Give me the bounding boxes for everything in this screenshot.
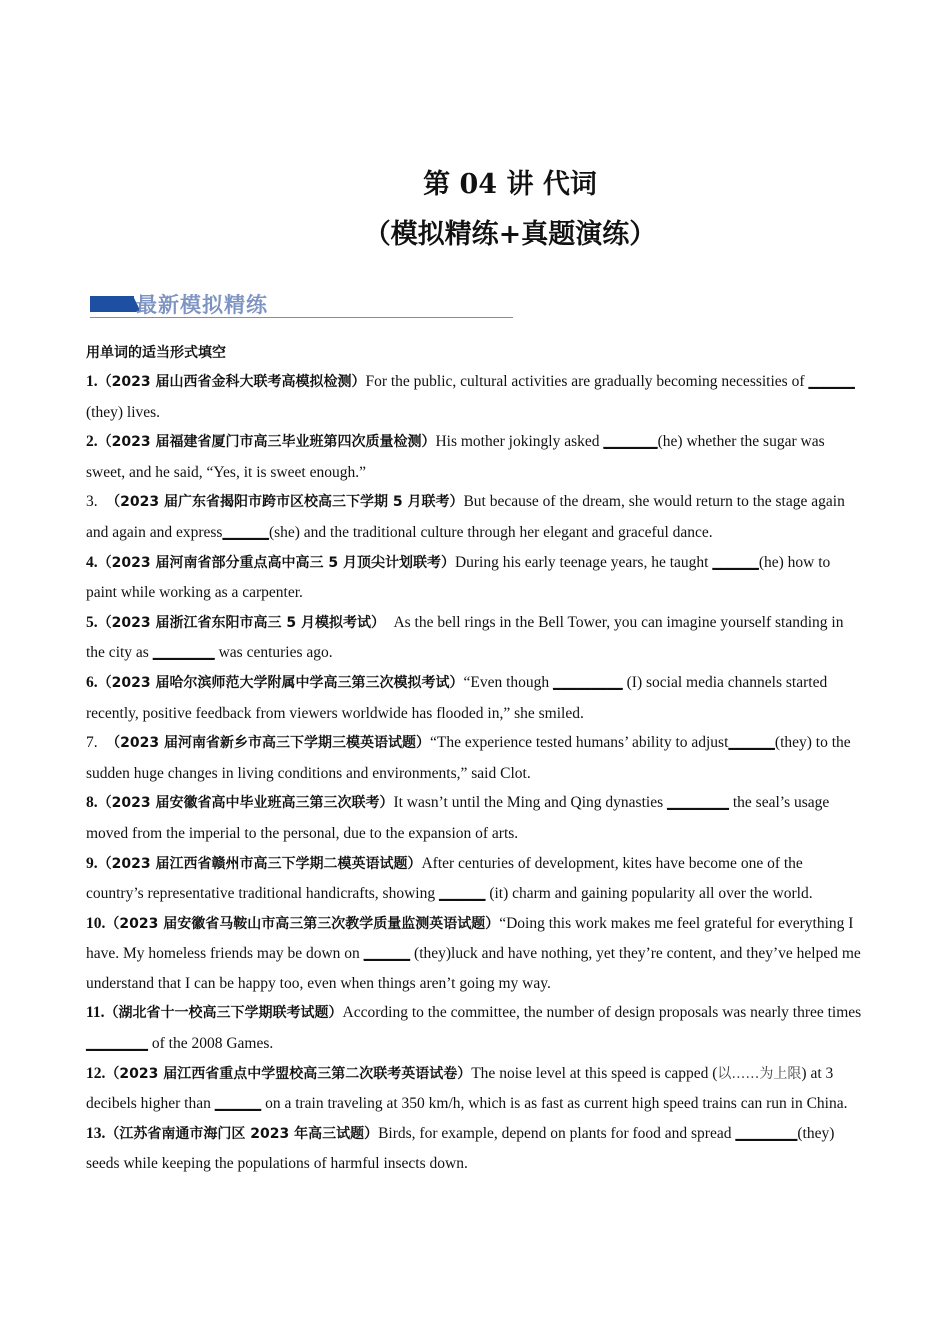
question-text: (she) and the traditional culture through her elegant and graceful dance. bbox=[268, 523, 713, 541]
question-number: 13. bbox=[86, 1124, 106, 1142]
question-number: 1. bbox=[86, 373, 98, 390]
answer-blank[interactable]: ______ bbox=[728, 734, 775, 752]
question-text: of the 2008 Games. bbox=[148, 1035, 274, 1053]
question-text: (they) seeds while keeping the populations of harmful insects down. bbox=[86, 1124, 835, 1173]
question-text: The noise level at this speed is capped ( bbox=[471, 1064, 718, 1082]
question-text: (he) how to paint while working as a carpenter. bbox=[86, 553, 831, 602]
section-banner bbox=[88, 290, 513, 320]
question-source: （2023 届山西省金科大联考高模拟检测） bbox=[97, 374, 366, 390]
answer-blank[interactable]: ______ bbox=[222, 523, 269, 541]
question-item bbox=[86, 998, 864, 1058]
question-number: 3. bbox=[86, 493, 114, 511]
question-item bbox=[86, 728, 864, 788]
question-text: But because of the dream, she would return to the stage again and again and express bbox=[86, 493, 845, 541]
question-text: (he) whether the sugar was sweet, and he said, “Yes, it is sweet enough.” bbox=[86, 433, 825, 481]
question-source: （2023 届哈尔滨师范大学附属中学高三第三次模拟考试） bbox=[97, 674, 464, 691]
question-text: As the bell rings in the Bell Tower, you can imagine yourself standing in the city as bbox=[86, 613, 844, 662]
question-text: “Doing this work makes me feel grateful for everything I have. My homeless friends may be down on bbox=[86, 914, 854, 963]
question-item bbox=[86, 1119, 864, 1179]
question-item bbox=[86, 909, 864, 999]
question-item bbox=[86, 1059, 864, 1119]
question-source: （2023 届江西省重点中学盟校高三第二次联考英语试卷） bbox=[105, 1065, 472, 1082]
answer-blank[interactable]: _______ bbox=[603, 433, 658, 451]
question-source: （2023 届安徽省高中毕业班高三第三次联考） bbox=[97, 795, 394, 812]
question-number: 2. bbox=[86, 433, 98, 451]
answer-blank[interactable]: ______ bbox=[808, 373, 855, 390]
question-text: (they) lives. bbox=[86, 403, 161, 421]
question-item bbox=[86, 849, 864, 909]
question-item bbox=[86, 788, 864, 848]
answer-blank[interactable]: ______ bbox=[363, 945, 411, 963]
question-text: was centuries ago. bbox=[214, 644, 333, 662]
answer-blank[interactable]: _________ bbox=[553, 673, 623, 691]
question-text: Birds, for example, depend on plants for food and spread bbox=[378, 1124, 736, 1142]
question-item bbox=[86, 427, 864, 487]
question-source: （2023 届浙江省东阳市高三 5 月模拟考试） bbox=[97, 614, 378, 631]
question-text: “Even though bbox=[463, 673, 554, 691]
question-number: 9. bbox=[86, 854, 98, 872]
question-list bbox=[86, 367, 864, 1179]
question-text: (they)luck and have nothing, yet they’re content, and they’ve helped me understand that I can be happy too, even when things aren’t going my way. bbox=[86, 945, 861, 992]
question-text: “The experience tested humans’ ability to adjust bbox=[429, 734, 729, 752]
question-item bbox=[86, 548, 864, 608]
question-item bbox=[86, 487, 864, 547]
question-text: the seal’s usage moved from the imperial to the personal, due to the expansion of arts. bbox=[86, 794, 830, 842]
banner-underline bbox=[90, 317, 513, 318]
question-number: 8. bbox=[86, 794, 98, 812]
section-heading: 最新模拟精练 bbox=[136, 293, 268, 317]
banner-block-decoration bbox=[90, 296, 134, 312]
exercise-instruction: 用单词的适当形式填空 bbox=[86, 345, 226, 361]
answer-blank[interactable]: ________ bbox=[667, 794, 729, 812]
question-number: 5. bbox=[86, 613, 98, 631]
question-number: 4. bbox=[86, 553, 98, 571]
question-source: （2023 届河南省新乡市高三下学期三模英语试题） bbox=[113, 735, 430, 752]
question-item bbox=[86, 367, 864, 427]
question-number: 12. bbox=[86, 1064, 106, 1082]
question-text: According to the committee, the number of design proposals was nearly three times bbox=[342, 1004, 862, 1022]
question-text: During his early teenage years, he taught bbox=[454, 553, 713, 571]
answer-blank[interactable]: ________ bbox=[152, 644, 215, 662]
question-source: （2023 届福建省厦门市高三毕业班第四次质量检测） bbox=[97, 434, 436, 451]
question-source: （江苏省南通市海门区 2023 年高三试题） bbox=[105, 1125, 379, 1142]
question-text: on a train traveling at 350 km/h, which is as fast as current high speed trains can run in China. bbox=[261, 1095, 848, 1113]
question-source: （2023 届安徽省马鞍山市高三第三次教学质量监测英语试题） bbox=[105, 915, 500, 932]
answer-blank[interactable]: ________ bbox=[735, 1124, 798, 1142]
question-source: （湖北省十一校高三下学期联考试题） bbox=[104, 1005, 343, 1022]
chinese-gloss: 以……为上限 bbox=[717, 1065, 802, 1082]
question-number: 10. bbox=[86, 914, 106, 932]
question-source: （2023 届江西省赣州市高三下学期二模英语试题） bbox=[97, 855, 422, 872]
answer-blank[interactable]: ______ bbox=[438, 885, 486, 903]
answer-blank[interactable]: ________ bbox=[86, 1035, 148, 1053]
question-text: ) at 3 decibels higher than bbox=[86, 1064, 834, 1113]
question-text: His mother jokingly asked bbox=[435, 433, 604, 451]
question-text: For the public, cultural activities are gradually becoming necessities of bbox=[365, 373, 809, 390]
question-number: 11. bbox=[86, 1004, 105, 1022]
answer-blank[interactable]: ______ bbox=[712, 553, 759, 571]
question-number: 6. bbox=[86, 673, 98, 691]
question-text: After centuries of development, kites have become one of the country’s representative traditional handicrafts, showing bbox=[86, 854, 803, 903]
page-subtitle: （模拟精练+真题演练） bbox=[363, 219, 657, 250]
question-text: (they) to the sudden huge changes in living conditions and environments,” said Clot. bbox=[86, 734, 851, 782]
question-item bbox=[86, 668, 864, 728]
question-text: It wasn’t until the Ming and Qing dynasties bbox=[393, 794, 667, 812]
question-source: （2023 届河南省部分重点高中高三 5 月顶尖计划联考） bbox=[97, 554, 455, 571]
title-block bbox=[0, 160, 950, 260]
question-text: (I) social media channels started recently, positive feedback from viewers worldwide has flooded in,” she smiled. bbox=[86, 673, 828, 722]
question-number: 7. bbox=[86, 734, 114, 752]
page-title: 第 04 讲 代词 bbox=[423, 169, 597, 200]
question-source: （2023 届广东省揭阳市跨市区校高三下学期 5 月联考） bbox=[113, 494, 464, 511]
question-text: (it) charm and gaining popularity all over the world. bbox=[485, 885, 813, 903]
question-item bbox=[86, 608, 864, 668]
answer-blank[interactable]: ______ bbox=[214, 1095, 262, 1113]
